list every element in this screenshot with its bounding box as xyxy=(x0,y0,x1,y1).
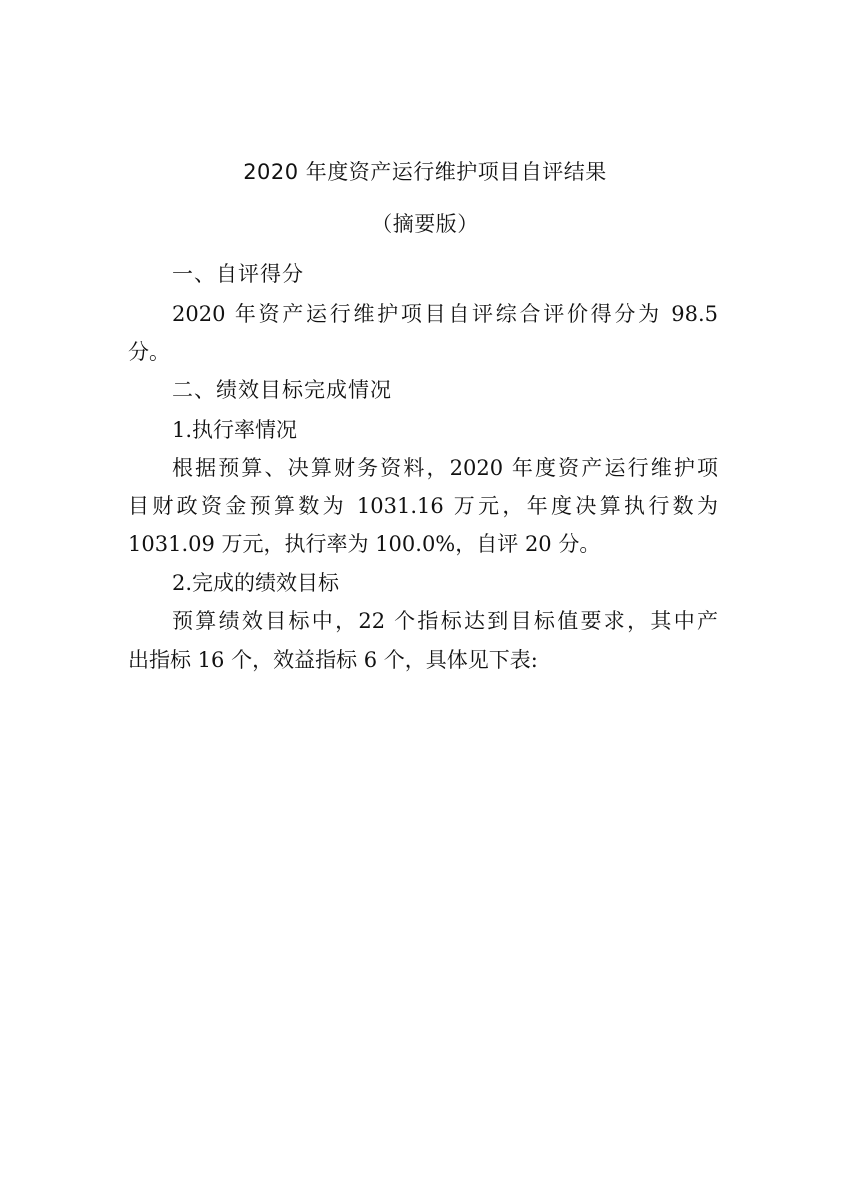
subheading-completed-targets: 2.完成的绩效目标 xyxy=(172,571,340,595)
document-title: 2020 年度资产运行维护项目自评结果 xyxy=(243,160,607,184)
section-heading-score: 一、自评得分 xyxy=(172,262,304,286)
targets-paragraph-line-2: 出指标 16 个，效益指标 6 个，具体见下表: xyxy=(128,648,538,672)
execution-paragraph-line-3: 1031.09 万元，执行率为 100.0%，自评 20 分。 xyxy=(128,532,601,556)
score-paragraph-line-1: 2020 年资产运行维护项目自评综合评价得分为 98.5 xyxy=(172,302,718,326)
targets-paragraph-line-1: 预算绩效目标中，22 个指标达到目标值要求，其中产 xyxy=(172,609,718,633)
execution-paragraph-line-1: 根据预算、决算财务资料，2020 年度资产运行维护项 xyxy=(172,456,718,480)
section-heading-performance: 二、绩效目标完成情况 xyxy=(172,378,392,402)
execution-paragraph-line-2: 目财政资金预算数为 1031.16 万元，年度决算执行数为 xyxy=(128,494,718,518)
score-paragraph-line-2: 分。 xyxy=(128,340,170,364)
subheading-execution-rate: 1.执行率情况 xyxy=(172,418,298,442)
document-subtitle: （摘要版） xyxy=(371,212,479,236)
